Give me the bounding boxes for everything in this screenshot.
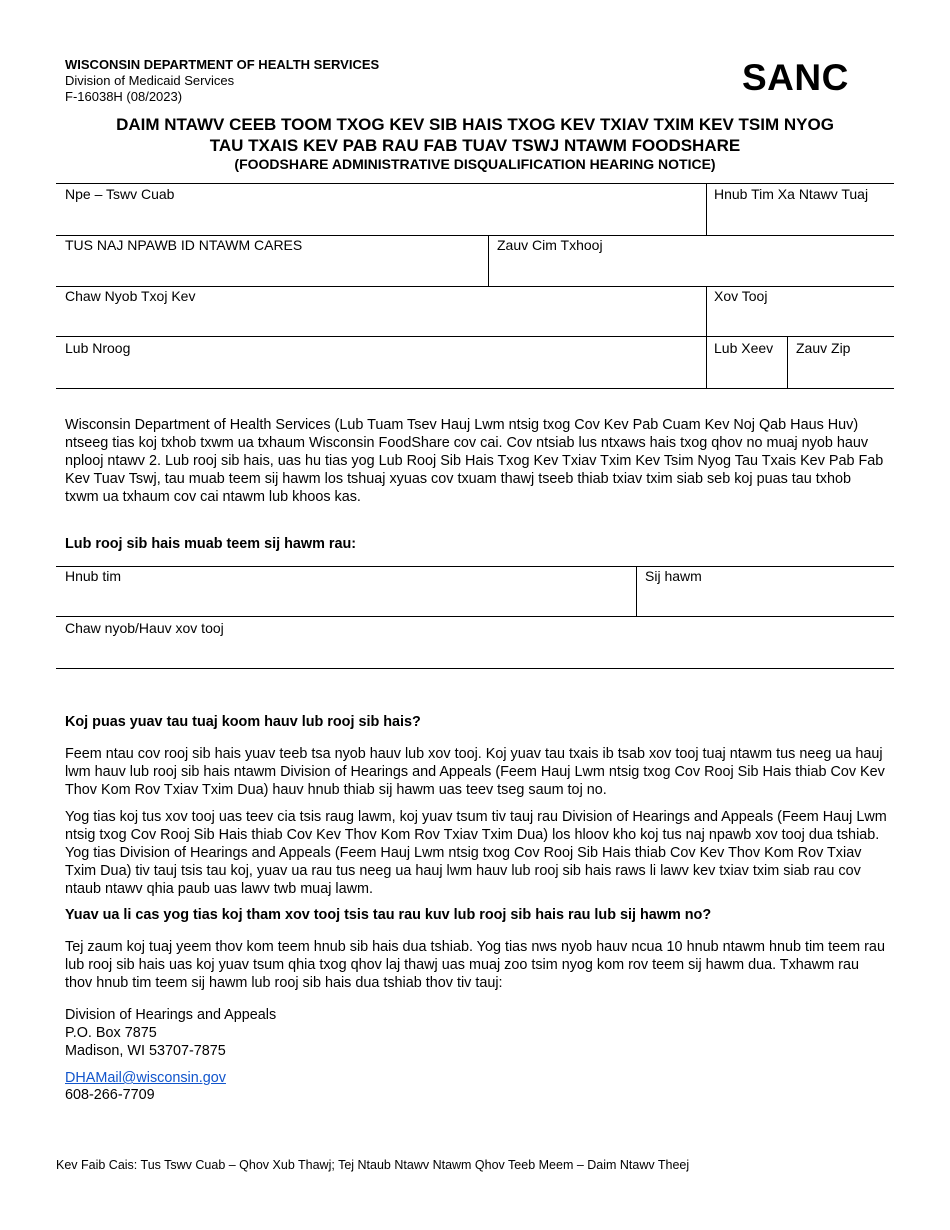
form-number: F-16038H (08/2023) — [65, 89, 183, 104]
attend-heading: Koj puas yuav tau tuaj koom hauv lub rooj sib hais? — [65, 714, 421, 730]
contact-org: Division of Hearings and Appeals — [65, 1007, 277, 1023]
intro-paragraph: Wisconsin Department of Health Services (Lub Tuam Tsev Hauj Lwm ntsig txog Cov Kev Pab Cuam Kev Noj Qab Haus Huv) ntseeg tias koj txhob txwm ua txhaum Wisconsin FoodShare cov cai. Cov ntsiab lus ntxaws hais txog qhov no muaj nyob hauv nplooj ntawv 2. Lub rooj sib hais, uas hu tias yog Lub Rooj Sib Hais Txog Kev Txiav Txim Kev Tsim Nyog Tau Txais Kev Pab Fab Kev Tuav Tswj, tau muab teem sij hawm los tshuaj xyuas cov txuam thawj tseeb thiab txiav txim siab seb koj puas tau txhob txwm ua txhaum cov cai ntawm lub khoos kas. — [65, 417, 884, 505]
hearing-time-field[interactable]: Sij hawm — [645, 568, 702, 584]
reschedule-heading: Yuav ua li cas yog tias koj tham xov tooj tsis tau rau kuv lub rooj sib hais rau lub sij hawm no? — [65, 907, 712, 923]
hearing-location-field[interactable]: Chaw nyob/Hauv xov tooj — [65, 620, 224, 636]
attend-paragraph-1: Feem ntau cov rooj sib hais yuav teeb tsa nyob hauv lub xov tooj. Koj yuav tau txais ib tsab xov tooj tuaj ntawm tus neeg ua hauj lwm hauv lub rooj sib hais ntawm Division of Hearings and Appeals (Feem Hauj Lwm ntsig txog Cov Rooj Sib Hais thiab Cov Kev Thov Kom Rov Txiav Txim Dua) hauv hnub thiab sij hawm uas teev tseg saum toj no. — [65, 746, 885, 798]
hearing-date-field[interactable]: Hnub tim — [65, 568, 122, 584]
cares-id-field[interactable]: TUS NAJ NPAWB ID NTAWM CARES — [65, 237, 303, 253]
contact-city: Madison, WI 53707-7875 — [65, 1043, 226, 1059]
title-line-1: DAIM NTAWV CEEB TOOM TXOG KEV SIB HAIS TXOG KEV TXIAV TXIM KEV TSIM NYOG — [116, 115, 834, 134]
contact-phone: 608-266-7709 — [65, 1087, 155, 1103]
phone-field[interactable]: Xov Tooj — [714, 288, 768, 304]
reschedule-paragraph: Tej zaum koj tuaj yeem thov kom teem hnub sib hais dua tshiab. Yog tias nws nyob hauv ncua 10 hnub ntawm hnub tim teem rau lub rooj sib hais uas koj yuav tsum qhia txog qhov laj thawj uas muaj zoo tsim nyog kom rov teem sij hawm dua. Txhawm rau thov hnub tim teem sij hawm lub rooj sib hais dua tshiab thov tiv tauj: — [65, 939, 885, 991]
street-address-field[interactable]: Chaw Nyob Txoj Kev — [65, 288, 196, 304]
contact-email-link[interactable]: DHAMail@wisconsin.gov — [65, 1070, 226, 1086]
zip-field[interactable]: Zauv Zip — [796, 340, 851, 356]
attend-paragraph-2: Yog tias koj tus xov tooj uas teev cia tsis raug lawm, koj yuav tsum tiv tauj rau Division of Hearings and Appeals (Feem Hauj Lwm ntsig txog Cov Rooj Sib Hais thiab Cov Kev Thov Kom Rov Txiav Txim Dua) los hloov kho koj tus naj npawb xov tooj dua tshiab. Yog tias Division of Hearings and Appeals (Feem Hauj Lwm ntsig txog Cov Rooj Sib Hais thiab Cov Kev Thov Kom Rov Txiav Txim Dua) tiv tauj tsis tau koj, yuav ua rau tus neeg ua hauj lwm hauv lub rooj sib hais raws li lawv kev txiav txim siab rau cov ntaub ntawv qhia paub uas lawv twb muaj lawm. — [65, 809, 887, 897]
form-code: SANC — [742, 57, 849, 98]
contact-po-box: P.O. Box 7875 — [65, 1025, 157, 1041]
member-name-field[interactable]: Npe – Tswv Cuab — [65, 186, 175, 202]
state-field[interactable]: Lub Xeev — [714, 340, 774, 356]
distribution-footer: Kev Faib Cais: Tus Tswv Cuab – Qhov Xub Thawj; Tej Ntaub Ntawv Ntawm Qhov Teeb Meem – Daim Ntawv Theej — [56, 1158, 690, 1172]
case-number-field[interactable]: Zauv Cim Txhooj — [497, 237, 603, 253]
agency-name: WISCONSIN DEPARTMENT OF HEALTH SERVICES — [65, 57, 380, 72]
title-line-2: TAU TXAIS KEV PAB RAU FAB TUAV TSWJ NTAWM FOODSHARE — [209, 136, 741, 155]
hearing-heading: Lub rooj sib hais muab teem sij hawm rau: — [65, 536, 357, 552]
notice-date-field[interactable]: Hnub Tim Xa Ntawv Tuaj — [714, 186, 869, 202]
title-line-3: (FOODSHARE ADMINISTRATIVE DISQUALIFICATION HEARING NOTICE) — [234, 156, 716, 172]
city-field[interactable]: Lub Nroog — [65, 340, 131, 356]
division-name: Division of Medicaid Services — [65, 73, 235, 88]
